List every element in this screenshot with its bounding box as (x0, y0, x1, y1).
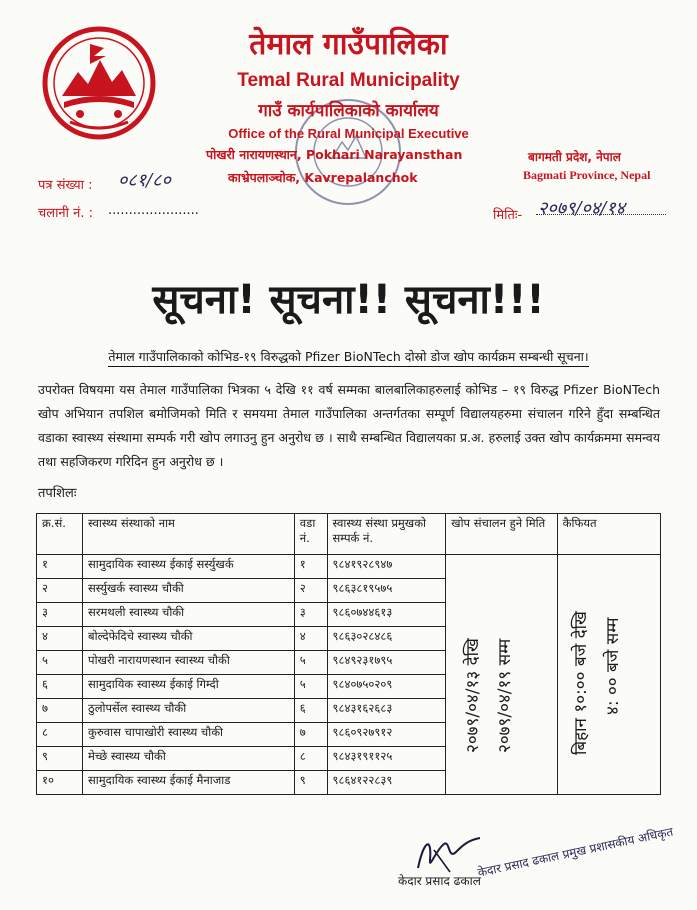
row-institution: मेच्छे स्वास्थ्य चौकी (83, 747, 295, 771)
notice-subject (0, 348, 697, 365)
col-serial: क्र.सं. (37, 514, 83, 555)
row-contact: ९८६०९२७९१२ (327, 723, 446, 747)
row-institution: सर्स्युखर्क स्वास्थ्य चौकी (83, 579, 295, 603)
row-serial: ८ (37, 723, 83, 747)
row-serial: ३ (37, 603, 83, 627)
province-en: Bagmati Province, Nepal (523, 168, 651, 182)
table-row (37, 555, 661, 579)
col-contact: स्वास्थ्य संस्था प्रमुखको सम्पर्क नं. (327, 514, 446, 555)
row-institution: सामुदायिक स्वास्थ्य ईकाई गिम्दी (83, 675, 295, 699)
office-name-np: गाउँ कार्यपालिकाको कार्यालय (258, 101, 439, 121)
row-institution: सामुदायिक स्वास्थ्य ईकाई सर्स्युखर्क (83, 555, 295, 579)
row-institution: पोखरी नारायणस्थान स्वास्थ्य चौकी (83, 651, 295, 675)
reference-label: पत्र संख्या : (38, 178, 93, 193)
row-institution: बोल्देफेदिचे स्वास्थ्य चौकी (83, 627, 295, 651)
row-institution: सामुदायिक स्वास्थ्य ईकाई मैनाजाड (83, 771, 295, 795)
row-contact: ९८६३०२८४८६ (327, 627, 446, 651)
details-label: तपशिलः (38, 486, 77, 501)
vaccination-schedule-table (36, 513, 661, 795)
row-ward: २ (294, 579, 327, 603)
row-contact: ९८४९२३१७९५ (327, 651, 446, 675)
subject-text: तेमाल गाउँपालिकाको कोभिड-१९ विरुद्धको Pfizer BioNTech दोस्रो डोज खोप कार्यक्रम सम्बन्धी सूचना। (108, 349, 588, 367)
notice-body: उपरोक्त विषयमा यस तेमाल गाउँपालिका भित्रका ५ देखि ११ वर्ष सम्मका बालबालिकाहरुलाई कोभिड – १९ विरुद्ध Pfizer BioNTech खोप अभियान तपशिल बमोजिमको मिति र समयमा तेमाल गाउँपालिका अन्तर्गतका सम्पूर्ण विद्यालयहरुमा संचालन गरिने हुँदा सम्बन्धित वडाका स्वास्थ्य संस्थामा सम्पर्क गरी खोप लगाउनु हुन अनुरोध छ । साथै सम्बन्धित विद्यालयका प्र.अ. हरुलाई उक्त खोप कार्यक्रममा समन्वय तथा सहजिकरण गरिदिन हुन अनुरोध छ । (38, 382, 660, 469)
row-contact: ९८६०७४४६१३ (327, 603, 446, 627)
row-institution: कुरुवास चापाखोरी स्वास्थ्य चौकी (83, 723, 295, 747)
province-np: बागमती प्रदेश, नेपाल (528, 150, 621, 164)
row-contact: ९८४३१६२६८३ (327, 699, 446, 723)
col-remarks: कैफियत (557, 514, 660, 555)
signatory-stamp: केदार प्रसाद ढकाल प्रमुख प्रशासकीय अधिकृत (476, 824, 675, 880)
row-serial: ४ (37, 627, 83, 651)
row-serial: ६ (37, 675, 83, 699)
row-ward: ४ (294, 627, 327, 651)
notice-heading: सूचना! सूचना!! सूचना!!! (152, 277, 545, 323)
row-serial: २ (37, 579, 83, 603)
office-address: पोखरी नारायणस्थान, Pokhari Narayansthan (206, 147, 463, 162)
office-name-en: Office of the Rural Municipal Executive (228, 126, 469, 141)
row-serial: १ (37, 555, 83, 579)
row-ward: ७ (294, 723, 327, 747)
vaccination-date-range (446, 555, 558, 795)
letter-date: २०७९/०४/१४ (538, 198, 626, 219)
row-serial: ५ (37, 651, 83, 675)
row-contact: ९८४३१९११२५ (327, 747, 446, 771)
remarks-time-range (557, 555, 660, 795)
col-ward: वडा नं. (294, 514, 327, 555)
row-ward: ५ (294, 675, 327, 699)
row-contact: ९८६३८१९५७५ (327, 579, 446, 603)
row-serial: १० (37, 771, 83, 795)
row-contact: ९८४१९२८९४७ (327, 555, 446, 579)
row-institution: सरमथली स्वास्थ्य चौकी (83, 603, 295, 627)
row-ward: ९ (294, 771, 327, 795)
reference-number: ०८१/८० (118, 170, 171, 191)
row-serial: ९ (37, 747, 83, 771)
row-ward: ३ (294, 603, 327, 627)
time-from: बिहान १०:०० बजे देखि (570, 611, 591, 755)
row-ward: १ (294, 555, 327, 579)
row-institution: ठुलोपर्सेल स्वास्थ्य चौकी (83, 699, 295, 723)
signatory-name: केदार प्रसाद ढकाल (398, 874, 481, 888)
dispatch-dots: ...................... (108, 203, 199, 218)
col-health-institution: स्वास्थ्य संस्थाको नाम (83, 514, 295, 555)
row-contact: ९८४०७५०२०९ (327, 675, 446, 699)
col-vaccination-date: खोप संचालन हुने मिति (446, 514, 558, 555)
row-ward: ५ (294, 651, 327, 675)
date-from: २०७९/०४/१३ देखि (463, 638, 484, 753)
time-to: ४: ०० बजे सम्म (602, 617, 623, 715)
date-label: मितिः- (493, 208, 523, 223)
row-serial: ७ (37, 699, 83, 723)
municipality-name-en: Temal Rural Municipality (237, 70, 460, 91)
municipality-name-np: तेमाल गाउँपालिका (249, 27, 448, 62)
date-to: २०७९/०४/१९ सम्म (495, 638, 516, 753)
row-ward: ६ (294, 699, 327, 723)
date-dotted-line (536, 214, 666, 215)
row-ward: ८ (294, 747, 327, 771)
office-district: काभ्रेपलाञ्चोक, Kavrepalanchok (228, 170, 418, 185)
dispatch-label: चलानी नं. : (38, 206, 94, 221)
row-contact: ९८६४१२२८३९ (327, 771, 446, 795)
table-header-row (37, 514, 661, 555)
